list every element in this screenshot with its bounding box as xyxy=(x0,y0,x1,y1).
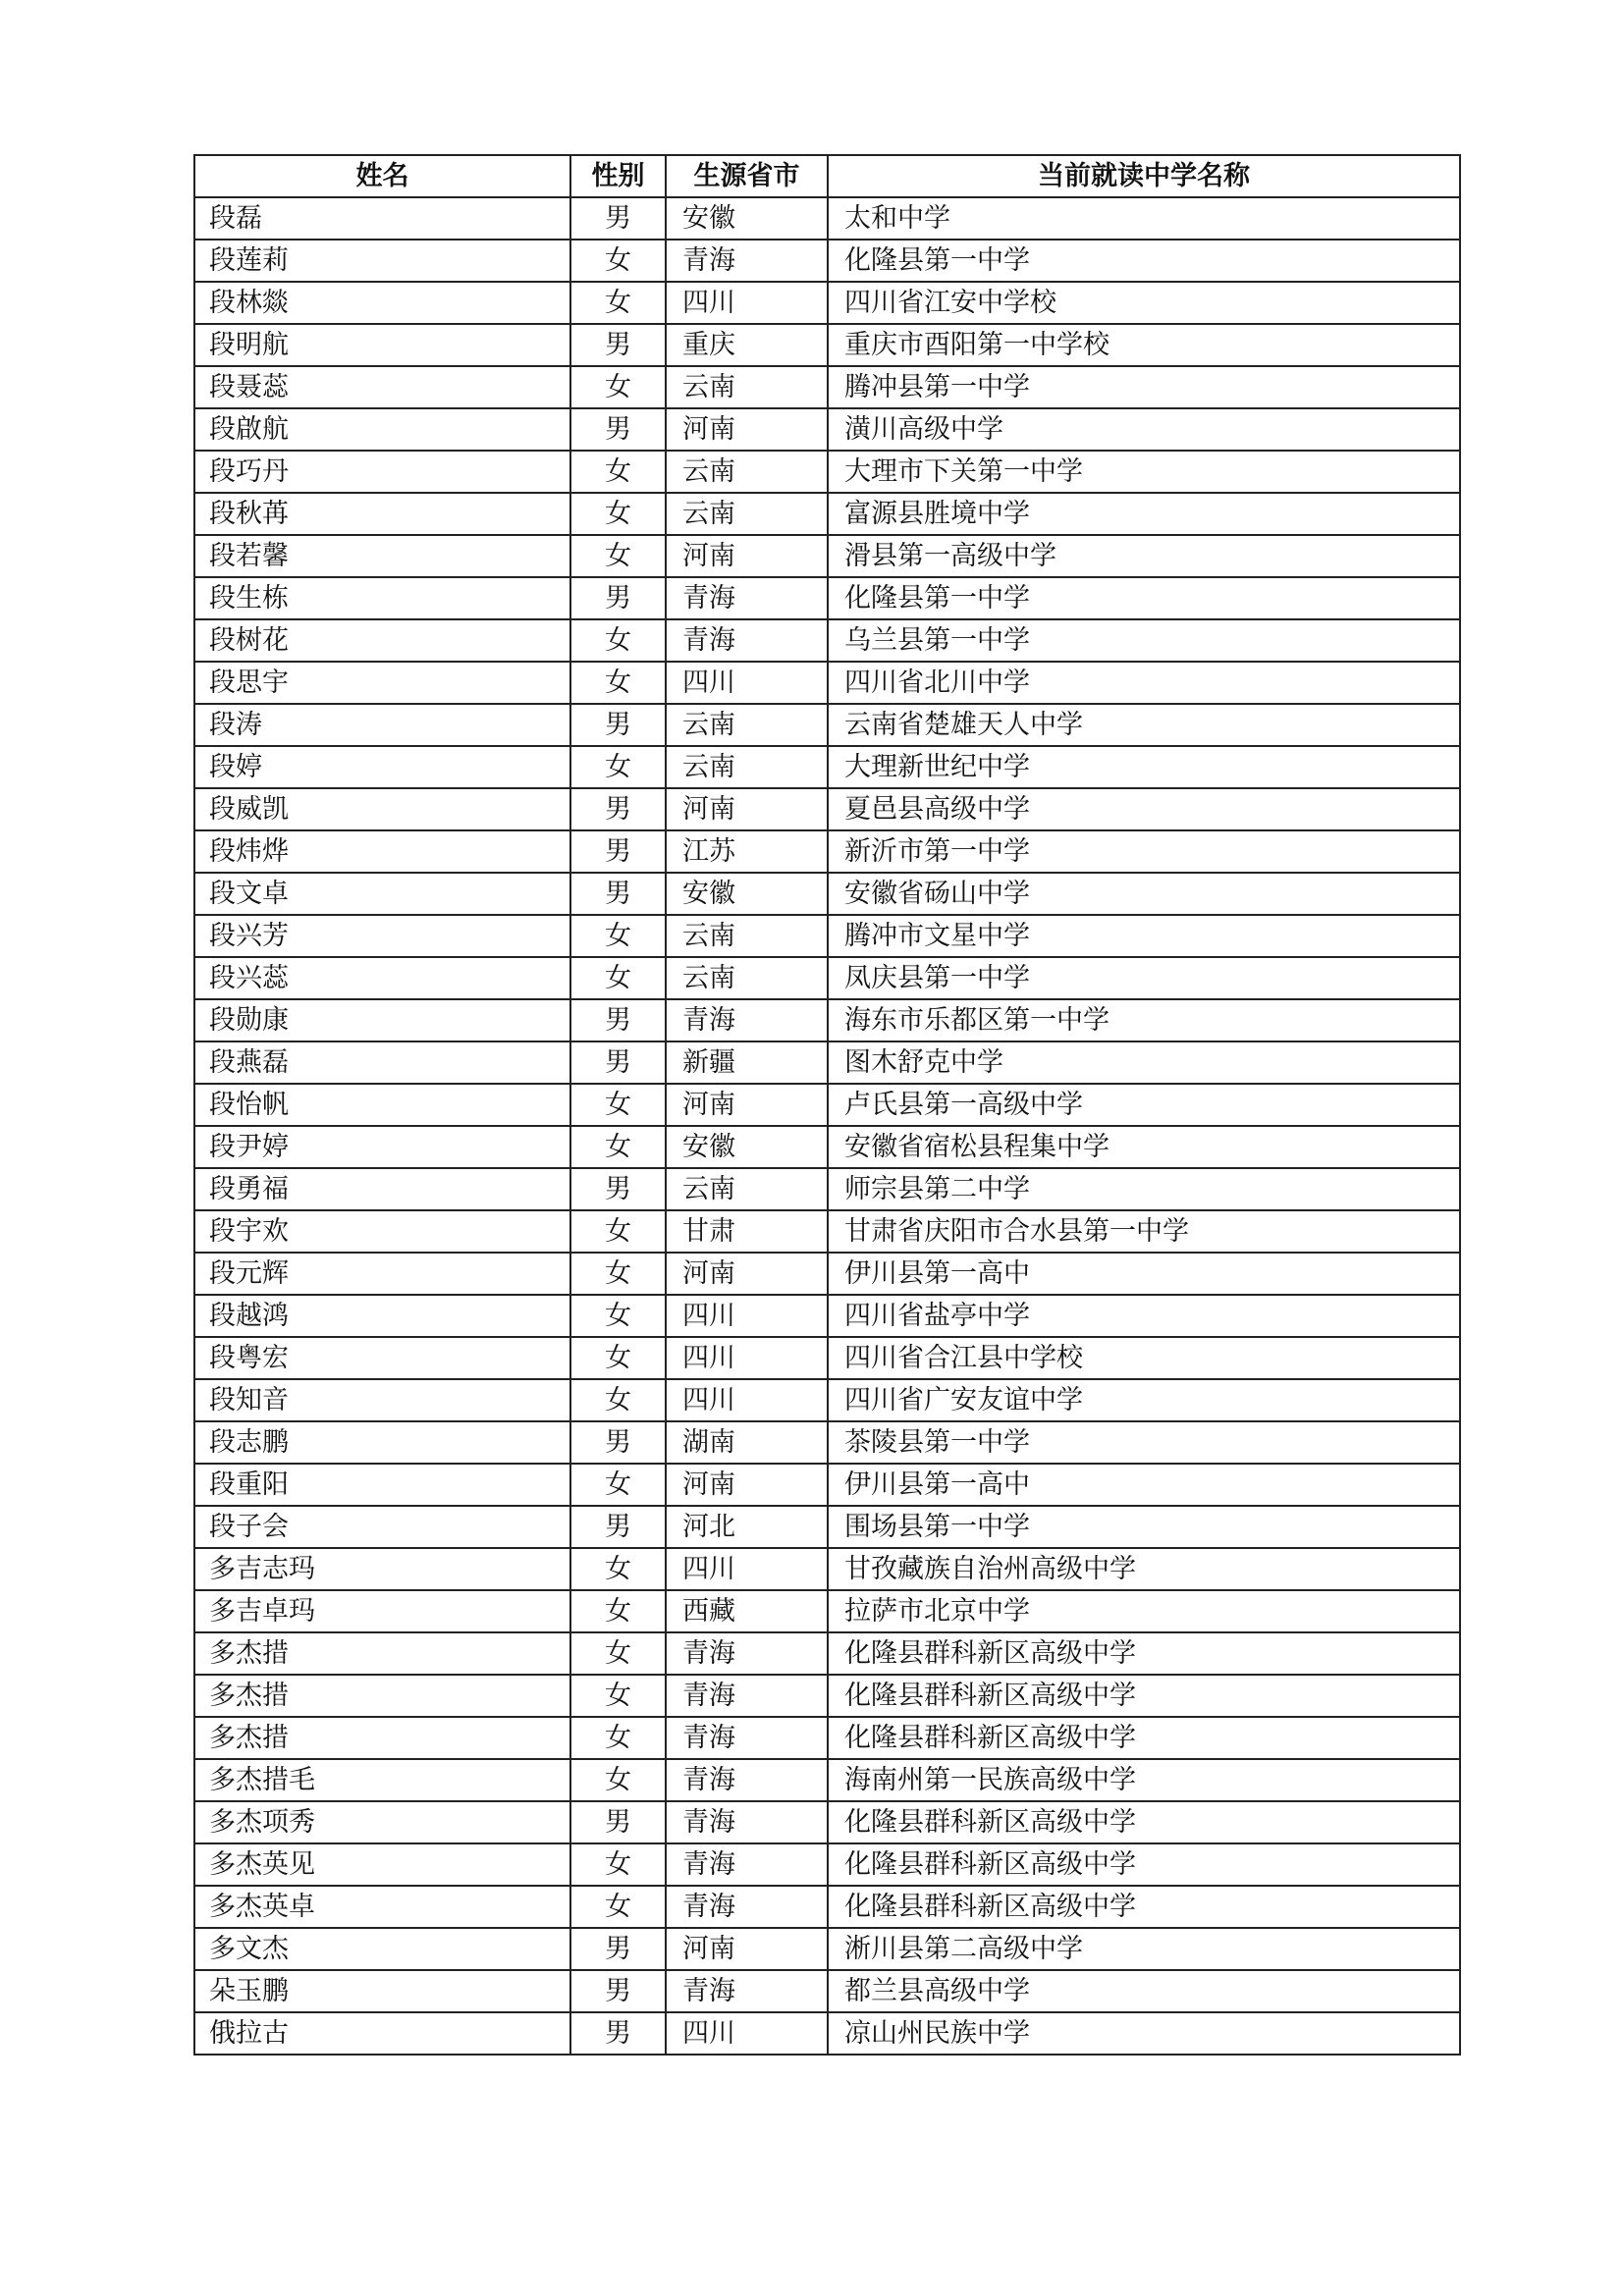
cell-province: 云南 xyxy=(666,915,828,957)
cell-province: 青海 xyxy=(666,1843,828,1886)
cell-province: 青海 xyxy=(666,577,828,619)
cell-name: 段巧丹 xyxy=(194,451,570,493)
table-row xyxy=(194,999,1460,1041)
cell-school: 海东市乐都区第一中学 xyxy=(828,999,1460,1041)
table-row xyxy=(194,1675,1460,1717)
cell-province: 四川 xyxy=(666,2012,828,2055)
cell-school: 淅川县第二高级中学 xyxy=(828,1928,1460,1970)
cell-gender: 男 xyxy=(570,1801,666,1843)
cell-gender: 女 xyxy=(570,619,666,662)
cell-name: 多文杰 xyxy=(194,1928,570,1970)
cell-name: 段炜烨 xyxy=(194,830,570,873)
cell-province: 青海 xyxy=(666,999,828,1041)
cell-school: 滑县第一高级中学 xyxy=(828,535,1460,577)
cell-gender: 男 xyxy=(570,1421,666,1464)
table-row xyxy=(194,704,1460,746)
cell-school: 伊川县第一高中 xyxy=(828,1253,1460,1295)
cell-school: 图木舒克中学 xyxy=(828,1041,1460,1084)
table-row xyxy=(194,1421,1460,1464)
cell-name: 段燕磊 xyxy=(194,1041,570,1084)
table-row xyxy=(194,451,1460,493)
cell-gender: 男 xyxy=(570,577,666,619)
table-row xyxy=(194,1041,1460,1084)
cell-province: 青海 xyxy=(666,240,828,282)
table-row xyxy=(194,324,1460,366)
cell-province: 河南 xyxy=(666,408,828,451)
cell-school: 云南省楚雄天人中学 xyxy=(828,704,1460,746)
table-row xyxy=(194,1928,1460,1970)
table-body xyxy=(194,197,1460,2055)
cell-province: 青海 xyxy=(666,1717,828,1759)
cell-province: 河南 xyxy=(666,1084,828,1126)
cell-school: 师宗县第二中学 xyxy=(828,1168,1460,1210)
cell-name: 段啟航 xyxy=(194,408,570,451)
cell-province: 四川 xyxy=(666,1379,828,1421)
cell-gender: 女 xyxy=(570,746,666,788)
cell-name: 段元辉 xyxy=(194,1253,570,1295)
cell-school: 凉山州民族中学 xyxy=(828,2012,1460,2055)
table-header-row xyxy=(194,155,1460,197)
cell-school: 化隆县群科新区高级中学 xyxy=(828,1886,1460,1928)
cell-name: 段威凯 xyxy=(194,788,570,830)
cell-province: 西藏 xyxy=(666,1590,828,1632)
cell-school: 化隆县群科新区高级中学 xyxy=(828,1717,1460,1759)
cell-gender: 男 xyxy=(570,408,666,451)
cell-gender: 女 xyxy=(570,1759,666,1801)
cell-province: 四川 xyxy=(666,1295,828,1337)
cell-name: 段越鸿 xyxy=(194,1295,570,1337)
cell-name: 段聂蕊 xyxy=(194,366,570,408)
cell-gender: 女 xyxy=(570,957,666,999)
cell-province: 河南 xyxy=(666,1464,828,1506)
table-row xyxy=(194,1506,1460,1548)
cell-school: 四川省北川中学 xyxy=(828,662,1460,704)
cell-name: 段子会 xyxy=(194,1506,570,1548)
cell-name: 段勇福 xyxy=(194,1168,570,1210)
table-row xyxy=(194,1759,1460,1801)
cell-name: 多吉志玛 xyxy=(194,1548,570,1590)
table-row xyxy=(194,1084,1460,1126)
cell-name: 多杰措 xyxy=(194,1717,570,1759)
cell-name: 段磊 xyxy=(194,197,570,240)
table-row xyxy=(194,662,1460,704)
cell-name: 段秋苒 xyxy=(194,493,570,535)
cell-province: 河南 xyxy=(666,788,828,830)
table-row xyxy=(194,1970,1460,2012)
cell-gender: 女 xyxy=(570,1337,666,1379)
cell-name: 段重阳 xyxy=(194,1464,570,1506)
cell-school: 化隆县第一中学 xyxy=(828,577,1460,619)
cell-gender: 男 xyxy=(570,1506,666,1548)
table-row xyxy=(194,535,1460,577)
cell-province: 青海 xyxy=(666,1801,828,1843)
cell-province: 云南 xyxy=(666,493,828,535)
cell-school: 重庆市酉阳第一中学校 xyxy=(828,324,1460,366)
cell-gender: 男 xyxy=(570,1041,666,1084)
cell-school: 四川省合江县中学校 xyxy=(828,1337,1460,1379)
cell-province: 甘肃 xyxy=(666,1210,828,1253)
cell-name: 俄拉古 xyxy=(194,2012,570,2055)
cell-school: 化隆县群科新区高级中学 xyxy=(828,1675,1460,1717)
cell-name: 段知音 xyxy=(194,1379,570,1421)
cell-gender: 男 xyxy=(570,2012,666,2055)
table-row xyxy=(194,619,1460,662)
cell-name: 段尹婷 xyxy=(194,1126,570,1168)
cell-school: 四川省江安中学校 xyxy=(828,282,1460,324)
cell-name: 多杰措毛 xyxy=(194,1759,570,1801)
cell-school: 潢川高级中学 xyxy=(828,408,1460,451)
cell-school: 安徽省砀山中学 xyxy=(828,873,1460,915)
cell-province: 四川 xyxy=(666,282,828,324)
table-row xyxy=(194,1548,1460,1590)
cell-gender: 女 xyxy=(570,1632,666,1675)
table-row xyxy=(194,577,1460,619)
table-row xyxy=(194,957,1460,999)
cell-province: 江苏 xyxy=(666,830,828,873)
table-row xyxy=(194,2012,1460,2055)
table-row xyxy=(194,1801,1460,1843)
table-row xyxy=(194,873,1460,915)
cell-school: 甘肃省庆阳市合水县第一中学 xyxy=(828,1210,1460,1253)
table-row xyxy=(194,1337,1460,1379)
cell-name: 段思宇 xyxy=(194,662,570,704)
table-row xyxy=(194,915,1460,957)
cell-school: 化隆县群科新区高级中学 xyxy=(828,1632,1460,1675)
cell-gender: 女 xyxy=(570,1253,666,1295)
cell-gender: 男 xyxy=(570,873,666,915)
table-row xyxy=(194,1253,1460,1295)
cell-gender: 男 xyxy=(570,830,666,873)
cell-gender: 女 xyxy=(570,1210,666,1253)
table-row xyxy=(194,1464,1460,1506)
table-row xyxy=(194,1379,1460,1421)
cell-province: 青海 xyxy=(666,1970,828,2012)
cell-school: 夏邑县高级中学 xyxy=(828,788,1460,830)
cell-gender: 女 xyxy=(570,1464,666,1506)
cell-gender: 女 xyxy=(570,915,666,957)
cell-province: 青海 xyxy=(666,1886,828,1928)
table-row xyxy=(194,1295,1460,1337)
cell-gender: 女 xyxy=(570,1590,666,1632)
cell-school: 海南州第一民族高级中学 xyxy=(828,1759,1460,1801)
cell-province: 青海 xyxy=(666,619,828,662)
cell-province: 云南 xyxy=(666,366,828,408)
cell-name: 段兴蕊 xyxy=(194,957,570,999)
cell-name: 段兴芳 xyxy=(194,915,570,957)
cell-name: 段粤宏 xyxy=(194,1337,570,1379)
header-school: 当前就读中学名称 xyxy=(828,155,1460,197)
header-name: 姓名 xyxy=(194,155,570,197)
cell-name: 多吉卓玛 xyxy=(194,1590,570,1632)
cell-province: 河北 xyxy=(666,1506,828,1548)
cell-school: 茶陵县第一中学 xyxy=(828,1421,1460,1464)
cell-gender: 女 xyxy=(570,1548,666,1590)
table-row xyxy=(194,830,1460,873)
cell-name: 段婷 xyxy=(194,746,570,788)
cell-gender: 女 xyxy=(570,662,666,704)
cell-gender: 女 xyxy=(570,535,666,577)
cell-province: 河南 xyxy=(666,535,828,577)
cell-province: 安徽 xyxy=(666,197,828,240)
table-row xyxy=(194,1590,1460,1632)
cell-gender: 男 xyxy=(570,1928,666,1970)
cell-name: 多杰项秀 xyxy=(194,1801,570,1843)
table-row xyxy=(194,240,1460,282)
table-row xyxy=(194,1210,1460,1253)
cell-gender: 女 xyxy=(570,1084,666,1126)
cell-name: 段明航 xyxy=(194,324,570,366)
cell-gender: 女 xyxy=(570,1843,666,1886)
cell-gender: 女 xyxy=(570,1717,666,1759)
cell-province: 云南 xyxy=(666,704,828,746)
cell-school: 化隆县群科新区高级中学 xyxy=(828,1801,1460,1843)
table-row xyxy=(194,197,1460,240)
cell-school: 凤庆县第一中学 xyxy=(828,957,1460,999)
cell-school: 乌兰县第一中学 xyxy=(828,619,1460,662)
cell-province: 云南 xyxy=(666,451,828,493)
table-row xyxy=(194,1632,1460,1675)
cell-school: 富源县胜境中学 xyxy=(828,493,1460,535)
cell-gender: 女 xyxy=(570,1295,666,1337)
cell-school: 腾冲县第一中学 xyxy=(828,366,1460,408)
cell-school: 腾冲市文星中学 xyxy=(828,915,1460,957)
table-row xyxy=(194,366,1460,408)
cell-school: 太和中学 xyxy=(828,197,1460,240)
table-row xyxy=(194,1168,1460,1210)
cell-name: 段志鹏 xyxy=(194,1421,570,1464)
cell-gender: 女 xyxy=(570,493,666,535)
cell-gender: 男 xyxy=(570,999,666,1041)
cell-province: 安徽 xyxy=(666,1126,828,1168)
cell-school: 都兰县高级中学 xyxy=(828,1970,1460,2012)
cell-province: 云南 xyxy=(666,957,828,999)
cell-name: 段莲莉 xyxy=(194,240,570,282)
table-row xyxy=(194,1843,1460,1886)
cell-gender: 女 xyxy=(570,1379,666,1421)
cell-province: 湖南 xyxy=(666,1421,828,1464)
cell-province: 青海 xyxy=(666,1759,828,1801)
cell-name: 段树花 xyxy=(194,619,570,662)
table-row xyxy=(194,1717,1460,1759)
cell-gender: 女 xyxy=(570,366,666,408)
cell-province: 河南 xyxy=(666,1928,828,1970)
cell-province: 四川 xyxy=(666,1337,828,1379)
cell-gender: 女 xyxy=(570,1675,666,1717)
cell-province: 云南 xyxy=(666,746,828,788)
cell-gender: 男 xyxy=(570,197,666,240)
cell-name: 段勋康 xyxy=(194,999,570,1041)
cell-province: 青海 xyxy=(666,1632,828,1675)
cell-gender: 女 xyxy=(570,451,666,493)
cell-name: 多杰措 xyxy=(194,1632,570,1675)
cell-province: 青海 xyxy=(666,1675,828,1717)
header-province: 生源省市 xyxy=(666,155,828,197)
cell-school: 大理新世纪中学 xyxy=(828,746,1460,788)
cell-school: 甘孜藏族自治州高级中学 xyxy=(828,1548,1460,1590)
cell-province: 安徽 xyxy=(666,873,828,915)
cell-name: 段生栋 xyxy=(194,577,570,619)
table-row xyxy=(194,1886,1460,1928)
cell-gender: 男 xyxy=(570,1970,666,2012)
cell-school: 化隆县群科新区高级中学 xyxy=(828,1843,1460,1886)
cell-name: 段宇欢 xyxy=(194,1210,570,1253)
table-row xyxy=(194,788,1460,830)
cell-gender: 男 xyxy=(570,704,666,746)
cell-gender: 男 xyxy=(570,324,666,366)
cell-school: 四川省广安友谊中学 xyxy=(828,1379,1460,1421)
cell-school: 围场县第一中学 xyxy=(828,1506,1460,1548)
header-gender: 性别 xyxy=(570,155,666,197)
student-roster-table xyxy=(193,154,1461,2056)
table-row xyxy=(194,493,1460,535)
cell-name: 朵玉鹏 xyxy=(194,1970,570,2012)
cell-school: 化隆县第一中学 xyxy=(828,240,1460,282)
cell-school: 大理市下关第一中学 xyxy=(828,451,1460,493)
cell-province: 四川 xyxy=(666,662,828,704)
table-row xyxy=(194,746,1460,788)
cell-school: 拉萨市北京中学 xyxy=(828,1590,1460,1632)
cell-school: 四川省盐亭中学 xyxy=(828,1295,1460,1337)
table-row xyxy=(194,282,1460,324)
cell-name: 段涛 xyxy=(194,704,570,746)
table-row xyxy=(194,408,1460,451)
cell-school: 伊川县第一高中 xyxy=(828,1464,1460,1506)
cell-name: 段林燚 xyxy=(194,282,570,324)
cell-name: 多杰英卓 xyxy=(194,1886,570,1928)
cell-gender: 男 xyxy=(570,788,666,830)
cell-province: 新疆 xyxy=(666,1041,828,1084)
cell-school: 卢氏县第一高级中学 xyxy=(828,1084,1460,1126)
cell-gender: 女 xyxy=(570,1886,666,1928)
cell-province: 河南 xyxy=(666,1253,828,1295)
cell-gender: 女 xyxy=(570,282,666,324)
table-row xyxy=(194,1126,1460,1168)
cell-school: 安徽省宿松县程集中学 xyxy=(828,1126,1460,1168)
cell-gender: 女 xyxy=(570,1126,666,1168)
cell-name: 段若馨 xyxy=(194,535,570,577)
cell-province: 云南 xyxy=(666,1168,828,1210)
cell-name: 多杰措 xyxy=(194,1675,570,1717)
cell-gender: 男 xyxy=(570,1168,666,1210)
cell-province: 四川 xyxy=(666,1548,828,1590)
cell-school: 新沂市第一中学 xyxy=(828,830,1460,873)
cell-gender: 女 xyxy=(570,240,666,282)
cell-name: 段文卓 xyxy=(194,873,570,915)
cell-province: 重庆 xyxy=(666,324,828,366)
cell-name: 多杰英见 xyxy=(194,1843,570,1886)
cell-name: 段怡帆 xyxy=(194,1084,570,1126)
